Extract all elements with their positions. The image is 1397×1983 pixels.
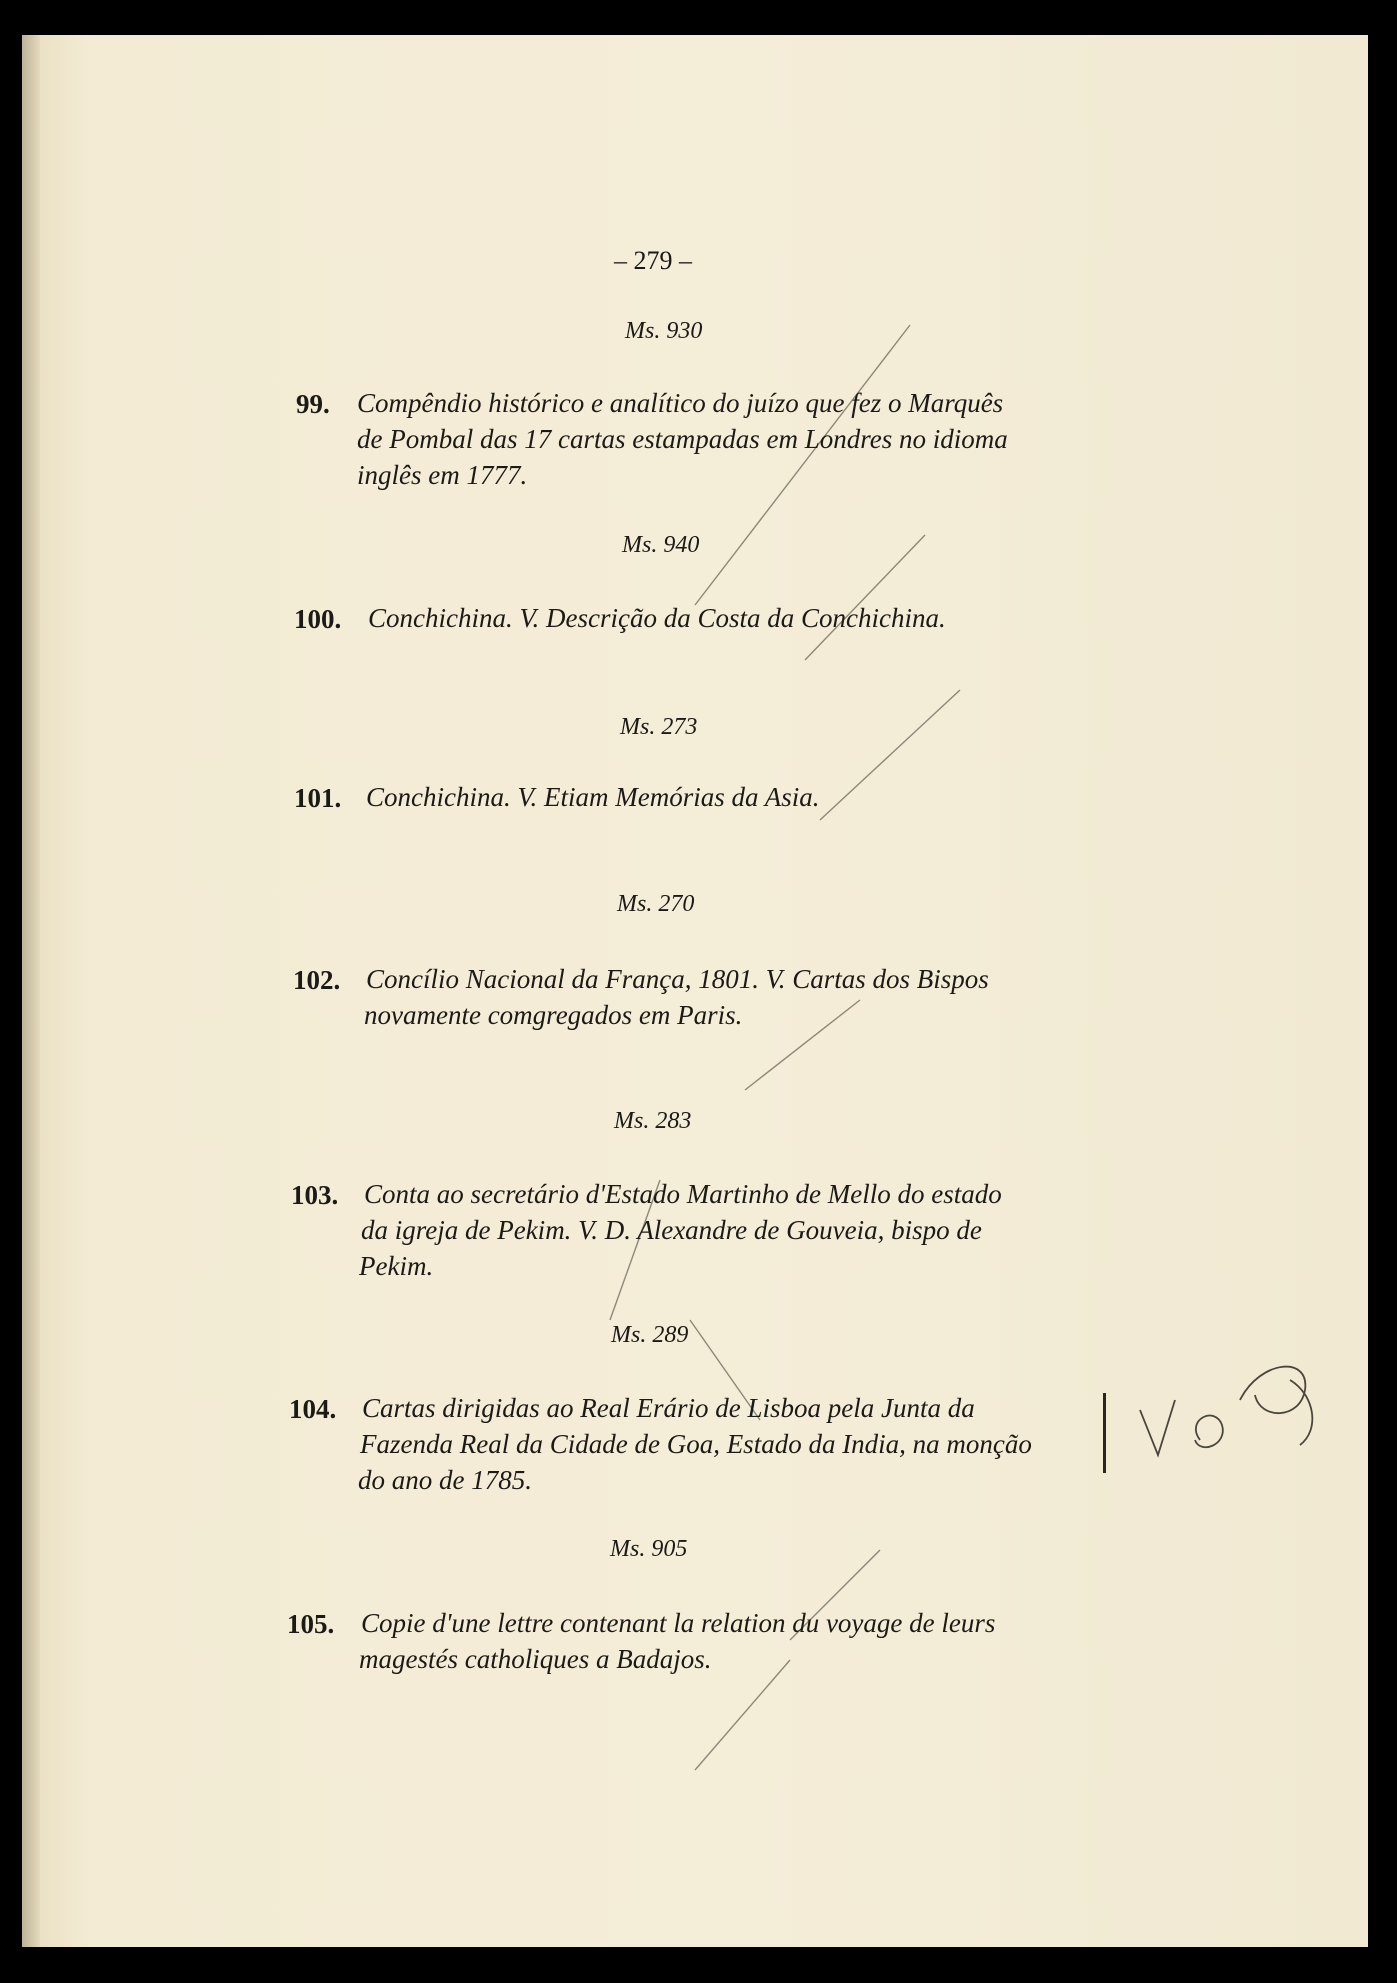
entry-line: inglês em 1777.	[357, 460, 528, 490]
handwriting-stroke	[1240, 1367, 1305, 1414]
entry-line: Compêndio histórico e analítico do juízo que fez o Marquês	[357, 388, 1004, 418]
entry-line: novamente comgregados em Paris.	[364, 1000, 743, 1030]
handwriting-stroke	[1140, 1400, 1175, 1455]
margin-bar	[1103, 1393, 1106, 1473]
ms-reference: Ms. 289	[611, 1322, 689, 1348]
ms-reference: Ms. 273	[620, 714, 698, 740]
entry-line: Fazenda Real da Cidade de Goa, Estado da India, na monção	[360, 1429, 1032, 1459]
entry-number: 102.	[293, 965, 341, 995]
handwriting-stroke	[1290, 1380, 1312, 1445]
entry-line: Concílio Nacional da França, 1801. V. Cartas dos Bispos	[366, 964, 989, 994]
entry-number: 100.	[294, 604, 342, 634]
entry-line: Conchichina. V. Etiam Memórias da Asia.	[366, 782, 820, 812]
entry-line: magestés catholiques a Badajos.	[359, 1644, 712, 1674]
ms-reference: Ms. 283	[614, 1108, 692, 1134]
pencil-stroke	[695, 1660, 790, 1770]
pencil-stroke	[820, 690, 960, 820]
pencil-stroke	[745, 1000, 860, 1090]
ms-reference: Ms. 940	[622, 532, 700, 558]
pencil-stroke	[695, 325, 910, 605]
entry-line: da igreja de Pekim. V. D. Alexandre de Gouveia, bispo de	[361, 1215, 982, 1245]
page-number: – 279 –	[614, 246, 692, 275]
entry-number: 104.	[289, 1394, 337, 1424]
entry-line: de Pombal das 17 cartas estampadas em Londres no idioma	[357, 424, 1008, 454]
handwritten-note	[1140, 1367, 1312, 1455]
ms-reference: Ms. 270	[617, 891, 695, 917]
entry-line: Copie d'une lettre contenant la relation du voyage de leurs	[361, 1608, 996, 1638]
pencil-stroke	[805, 535, 925, 660]
entry-number: 99.	[296, 389, 330, 419]
entry-number: 103.	[291, 1180, 339, 1210]
ms-reference: Ms. 930	[625, 318, 703, 344]
entry-number: 105.	[287, 1609, 335, 1639]
entry-number: 101.	[294, 783, 342, 813]
entry-line: Pekim.	[359, 1251, 434, 1281]
ms-reference: Ms. 905	[610, 1536, 688, 1562]
entry-line: Conta ao secretário d'Estado Martinho de Mello do estado	[364, 1179, 1002, 1209]
handwriting-stroke	[1195, 1416, 1223, 1448]
entry-line: Cartas dirigidas ao Real Erário de Lisboa pela Junta da	[362, 1393, 975, 1423]
entry-line: Conchichina. V. Descrição da Costa da Conchichina.	[368, 603, 946, 633]
entry-line: do ano de 1785.	[358, 1465, 532, 1495]
